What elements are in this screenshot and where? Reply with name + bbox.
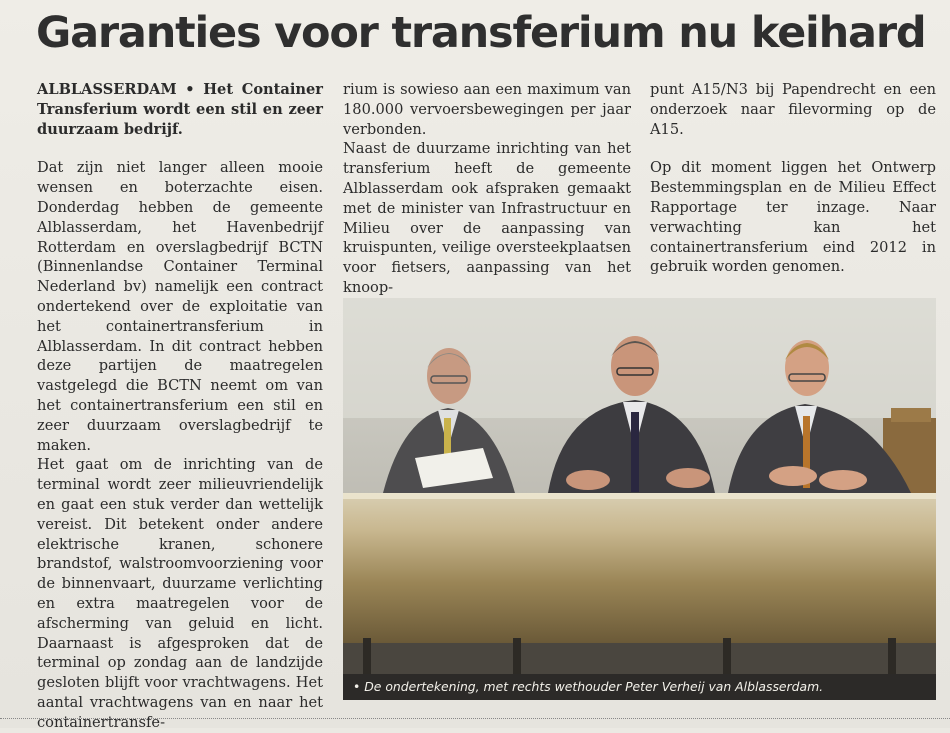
lead-paragraph — [37, 80, 323, 139]
body-paragraph: Naast de duurzame inrichting van het transferium heeft de gemeente Alblasserdam ook afspraken gemaakt met de minister van Infrastructuur en Milieu over de aanpassing van kruispunten, veilige oversteekplaatsen voor fietsers, aanpassing van het knoop- — [343, 140, 631, 296]
column-2 — [343, 80, 631, 298]
body-paragraph: Dat zijn niet langer alleen mooie wensen en boterzachte eisen. Donderdag hebben de gemeente Alblasserdam, het Havenbedrijf Rotterdam en overslagbedrijf BCTN (Binnenlandse Container Terminal Nederland bv) namelijk een contract ondertekend over de exploitatie van het containertransferium in Alblasserdam. In dit contract hebben deze partijen de maatregelen vastgelegd die BCTN neemt om van het containertransferium een stil en zeer duurzaam overslagbedrijf te maken. — [37, 159, 323, 454]
body-paragraph: punt A15/N3 bij Papendrecht en een onderzoek naar filevorming op de A15. — [650, 81, 936, 138]
cut-line — [0, 718, 950, 719]
photo-caption: • De ondertekening, met rechts wethouder Peter Verheij van Alblasserdam. — [343, 674, 936, 700]
body-paragraph: Op dit moment liggen het Ontwerp Bestemmingsplan en de Milieu Effect Rapportage ter inzage. Naar verwachting kan het containertransferium eind 2012 in gebruik worden genomen. — [650, 159, 936, 276]
headline: Garanties voor transferium nu keihard — [36, 8, 926, 58]
column-1 — [37, 80, 323, 733]
article-photo — [343, 298, 936, 700]
dateline: ALBLASSERDAM — [37, 81, 177, 98]
signing-photo-illustration — [343, 298, 936, 700]
column-3 — [650, 80, 936, 277]
lead-text: • Het Container Transferium wordt een stil en zeer duurzaam bedrijf. — [37, 81, 323, 138]
body-paragraph: Het gaat om de inrichting van de terminal wordt zeer milieuvriendelijk en gaat een stuk verder dan wettelijk vereist. Dit betekent onder andere elektrische kranen, schonere brandstof, walstroomvoorziening voor de binnenvaart, duurzame verlichting en extra maatregelen voor de afscherming van geluid en licht. Daarnaast is afgesproken dat de terminal op zondag aan de landzijde gesloten blijft voor vrachtwagens. Het aantal vrachtwagens van en naar het containertransfe- — [37, 456, 323, 731]
body-paragraph: rium is sowieso aan een maximum van 180.000 vervoersbewegingen per jaar verbonden. — [343, 81, 631, 138]
